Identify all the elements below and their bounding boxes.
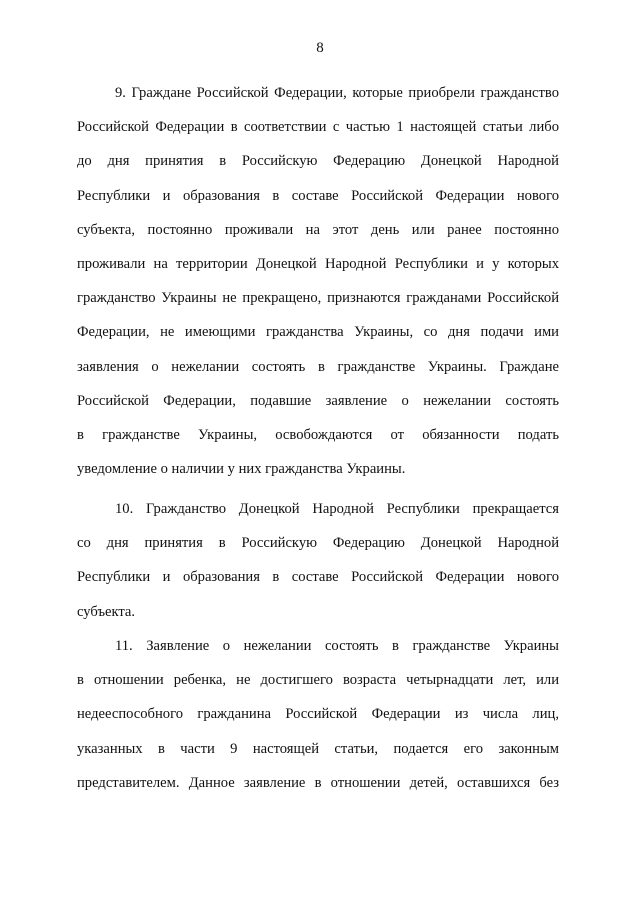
text-line: Российской Федерации, подавшие заявление о нежелании состоять [77, 392, 559, 409]
paragraph-10 [77, 492, 559, 629]
text-line: в гражданстве Украины, освобождаются от обязанности подать [77, 427, 559, 444]
text-line: проживали на территории Донецкой Народной Республики и у которых [77, 256, 559, 273]
text-line: субъекта, постоянно проживали на этот день или ранее постоянно [77, 221, 559, 238]
text-line: со дня принятия в Российскую Федерацию Донецкой Народной [77, 535, 559, 552]
text-line: Республики и образования в составе Российской Федерации нового [77, 569, 559, 586]
text-line: заявления о нежелании состоять в гражданстве Украины. Граждане [77, 358, 559, 375]
text-line: субъекта. [77, 603, 136, 620]
text-line: гражданство Украины не прекращено, признаются гражданами Российской [77, 290, 559, 307]
text-line: до дня принятия в Российскую Федерацию Донецкой Народной [77, 153, 559, 170]
text-line: представителем. Данное заявление в отношении детей, оставшихся без [77, 774, 559, 791]
page-number: 8 [316, 40, 324, 56]
text-line: 9. Граждане Российской Федерации, которые приобрели гражданство [115, 85, 559, 101]
text-line: Российской Федерации в соответствии с частью 1 настоящей статьи либо [77, 119, 559, 136]
text-line: Республики и образования в составе Российской Федерации нового [77, 187, 559, 204]
text-line: 10. Гражданство Донецкой Народной Республики прекращается [115, 501, 559, 517]
text-line: уведомление о наличии у них гражданства Украины. [77, 461, 406, 478]
text-line: недееспособного гражданина Российской Федерации из числа лиц, [77, 706, 559, 723]
text-line: в отношении ребенка, не достигшего возраста четырнадцати лет, или [77, 672, 559, 689]
text-line: 11. Заявление о нежелании состоять в гражданстве Украины [115, 638, 559, 654]
paragraph-11 [77, 629, 559, 800]
paragraph-9 [77, 76, 559, 486]
text-line: указанных в части 9 настоящей статьи, подается его законным [77, 740, 559, 757]
text-line: Федерации, не имеющими гражданства Украины, со дня подачи ими [77, 324, 559, 341]
